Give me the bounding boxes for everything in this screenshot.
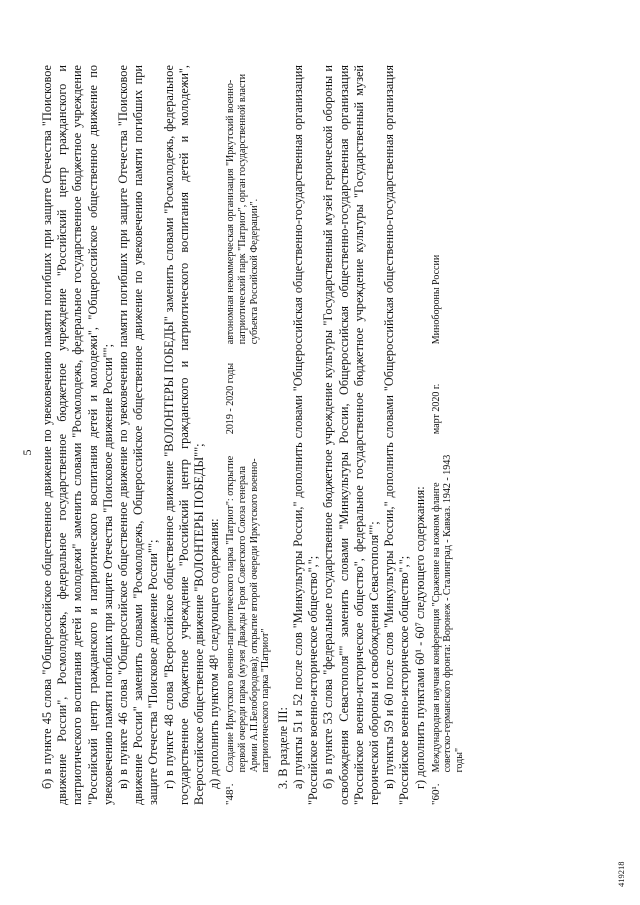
page-number: 5 [20,449,34,456]
plan-table-60-1 [431,65,466,805]
paragraph-item-v2: в) пункты 59 и 60 после слов "Минкультуры России," дополнить словами "Общероссийская общественно-государственная организация "Российское военно-историческое общество","; [382,65,412,805]
item-name: Создание Иркутского военно-патриотического парка "Патриот": открытие первой очереди парка (музея Дважды Героя Советского Союза генерала Армии А.П.Белобородова); открытие второй очереди Иркутского военно-патриотического парка "Патриот" [225,455,272,773]
section-heading: 3. В разделе III: [275,707,290,789]
table-row [431,65,466,805]
item-number: "48¹. [224,783,237,805]
item-executor: автономная некоммерческая организация "Иркутский военно-патриотический парк "Патриот", орган государственной власти субъекта Российской Федерации". [225,73,260,345]
paragraph-item-b: б) в пункте 45 слова "Общероссийское общественное движение по увековечению памяти погибших при защите Отечества "Поисковое движение России", Росмолодежь, федеральное государственное бюджетное учреждение "Российский центр гражданского и патриотического воспитания детей и молодежи" заменить словами "Росмолодежь, федеральное государственное бюджетное учреждение "Российский центр гражданского и патриотического воспитания детей и молодежи", "Общероссийское общественное движение по увековечению памяти погибших при защите Отечества "Поисковое движение России""; [40,65,115,805]
item-executor: Минобороны России [430,254,442,345]
item-years: март 2020 г. [430,383,442,435]
plan-table-48-1 [225,65,271,805]
paragraph-item-v: в) в пункте 46 слова "Общероссийское общественное движение по увековечению памяти погибших при защите Отечества "Поисковое движение России" заменить словами "Росмолодежь, Общероссийское общественное движение по увековечению памяти погибших при защите Отечества "Поисковое движение России""; [116,65,161,805]
document-id: 419218 [616,861,626,887]
paragraph-item-g2: г) дополнить пунктами 60¹ - 60⁷ следующего содержания: [412,486,427,789]
document-body [40,65,470,805]
item-name: Международная научная конференция "Сражение на южном фланге советско-германского фронта: Воронеж - Сталинград - Кавказ. 1942 - 1943 годы" [430,454,466,773]
item-years: 2019 - 2020 годы [225,362,237,435]
paragraph-item-d: д) дополнить пунктом 48¹ следующего содержания: [207,518,222,789]
table-row [225,65,271,805]
paragraph-item-b2: б) в пункте 53 слова "федеральное государственное бюджетное учреждение культуры "Государственный музей героической обороны и освобождения Севастополя"" заменить словами "Минкультуры России, Общероссийская общественно-государственная организация "Российское военно-историческое общество", федеральное государственное бюджетное учреждение культуры "Государственный музей героической обороны и освобождения Севастополя""; [321,65,382,805]
item-number: "60¹. [429,783,442,805]
paragraph-item-g: г) в пункте 48 слова "Всероссийское общественное движение "ВОЛОНТЕРЫ ПОБЕДЫ" заменить словами "Росмолодежь, федеральное государственное бюджетное учреждение "Российский центр гражданского и патриотического воспитания детей и молодежи", Всероссийское общественное движение "ВОЛОНТЕРЫ ПОБЕДЫ""; [161,65,207,805]
paragraph-item-a: а) пункты 51 и 52 после слов "Минкультуры России," дополнить словами "Общероссийская общественно-государственная организация "Российское военно-историческое общество","; [291,65,321,805]
